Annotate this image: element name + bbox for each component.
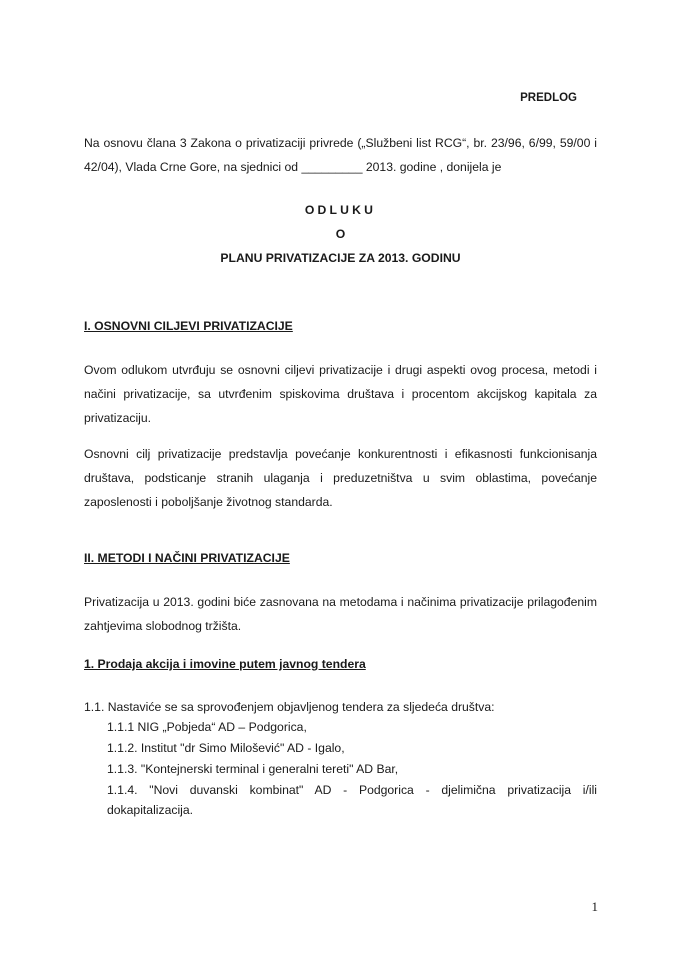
- list-item: 1.1.2. Institut "dr Simo Milošević" AD - Igalo,: [107, 741, 345, 755]
- list-item: 1.1.1 NIG „Pobjeda“ AD – Podgorica,: [107, 720, 307, 734]
- section-1-paragraph-2: Osnovni cilj privatizacije predstavlja povećanje konkurentnosti i efikasnosti funkcionisanja društava, podsticanje stranih ulaganja i preduzetništva u svim oblastima, povećanje zaposlenosti i poboljšanje životnog standarda.: [84, 447, 597, 509]
- section-2-paragraph-1: Privatizacija u 2013. godini biće zasnovana na metodama i načinima privatizacije prilagođenim zahtjevima slobodnog tržišta.: [84, 595, 597, 633]
- list-item: 1.1.3. "Kontejnerski terminal i generalni tereti" AD Bar,: [107, 762, 399, 776]
- section-2-heading: II. METODI I NAČINI PRIVATIZACIJE: [84, 551, 290, 565]
- list-intro: 1.1. Nastaviće se sa sprovođenjem objavljenog tendera za sljedeća društva:: [84, 700, 495, 714]
- section-1-paragraph-1: Ovom odlukom utvrđuju se osnovni ciljevi privatizacije i drugi aspekti ovog procesa, metodi i načini privatizacije, sa utvrđenim spiskovima društava i procentom akcijskog kapitala za privatizaciju.: [84, 363, 597, 425]
- list-item: 1.1.4. "Novi duvanski kombinat" AD - Podgorica - djelimična privatizacija i/ili dokapitalizacija.: [107, 783, 597, 817]
- document-subtitle: PLANU PRIVATIZACIJE ZA 2013. GODINU: [220, 251, 461, 265]
- intro-paragraph: Na osnovu člana 3 Zakona o privatizaciji privrede („Službeni list RCG“, br. 23/96, 6/99, 59/00 i 42/04), Vlada Crne Gore, na sjednici od _________ 2013. godine , donijela je: [84, 136, 597, 174]
- document-title: ODLUKU: [304, 203, 377, 217]
- subsection-1-heading: 1. Prodaja akcija i imovine putem javnog tendera: [84, 657, 366, 671]
- predlog-label: PREDLOG: [520, 92, 577, 104]
- page-number: 1: [591, 899, 598, 914]
- section-1-heading: I. OSNOVNI CILJEVI PRIVATIZACIJE: [84, 319, 293, 333]
- document-title-connector: O: [335, 227, 346, 241]
